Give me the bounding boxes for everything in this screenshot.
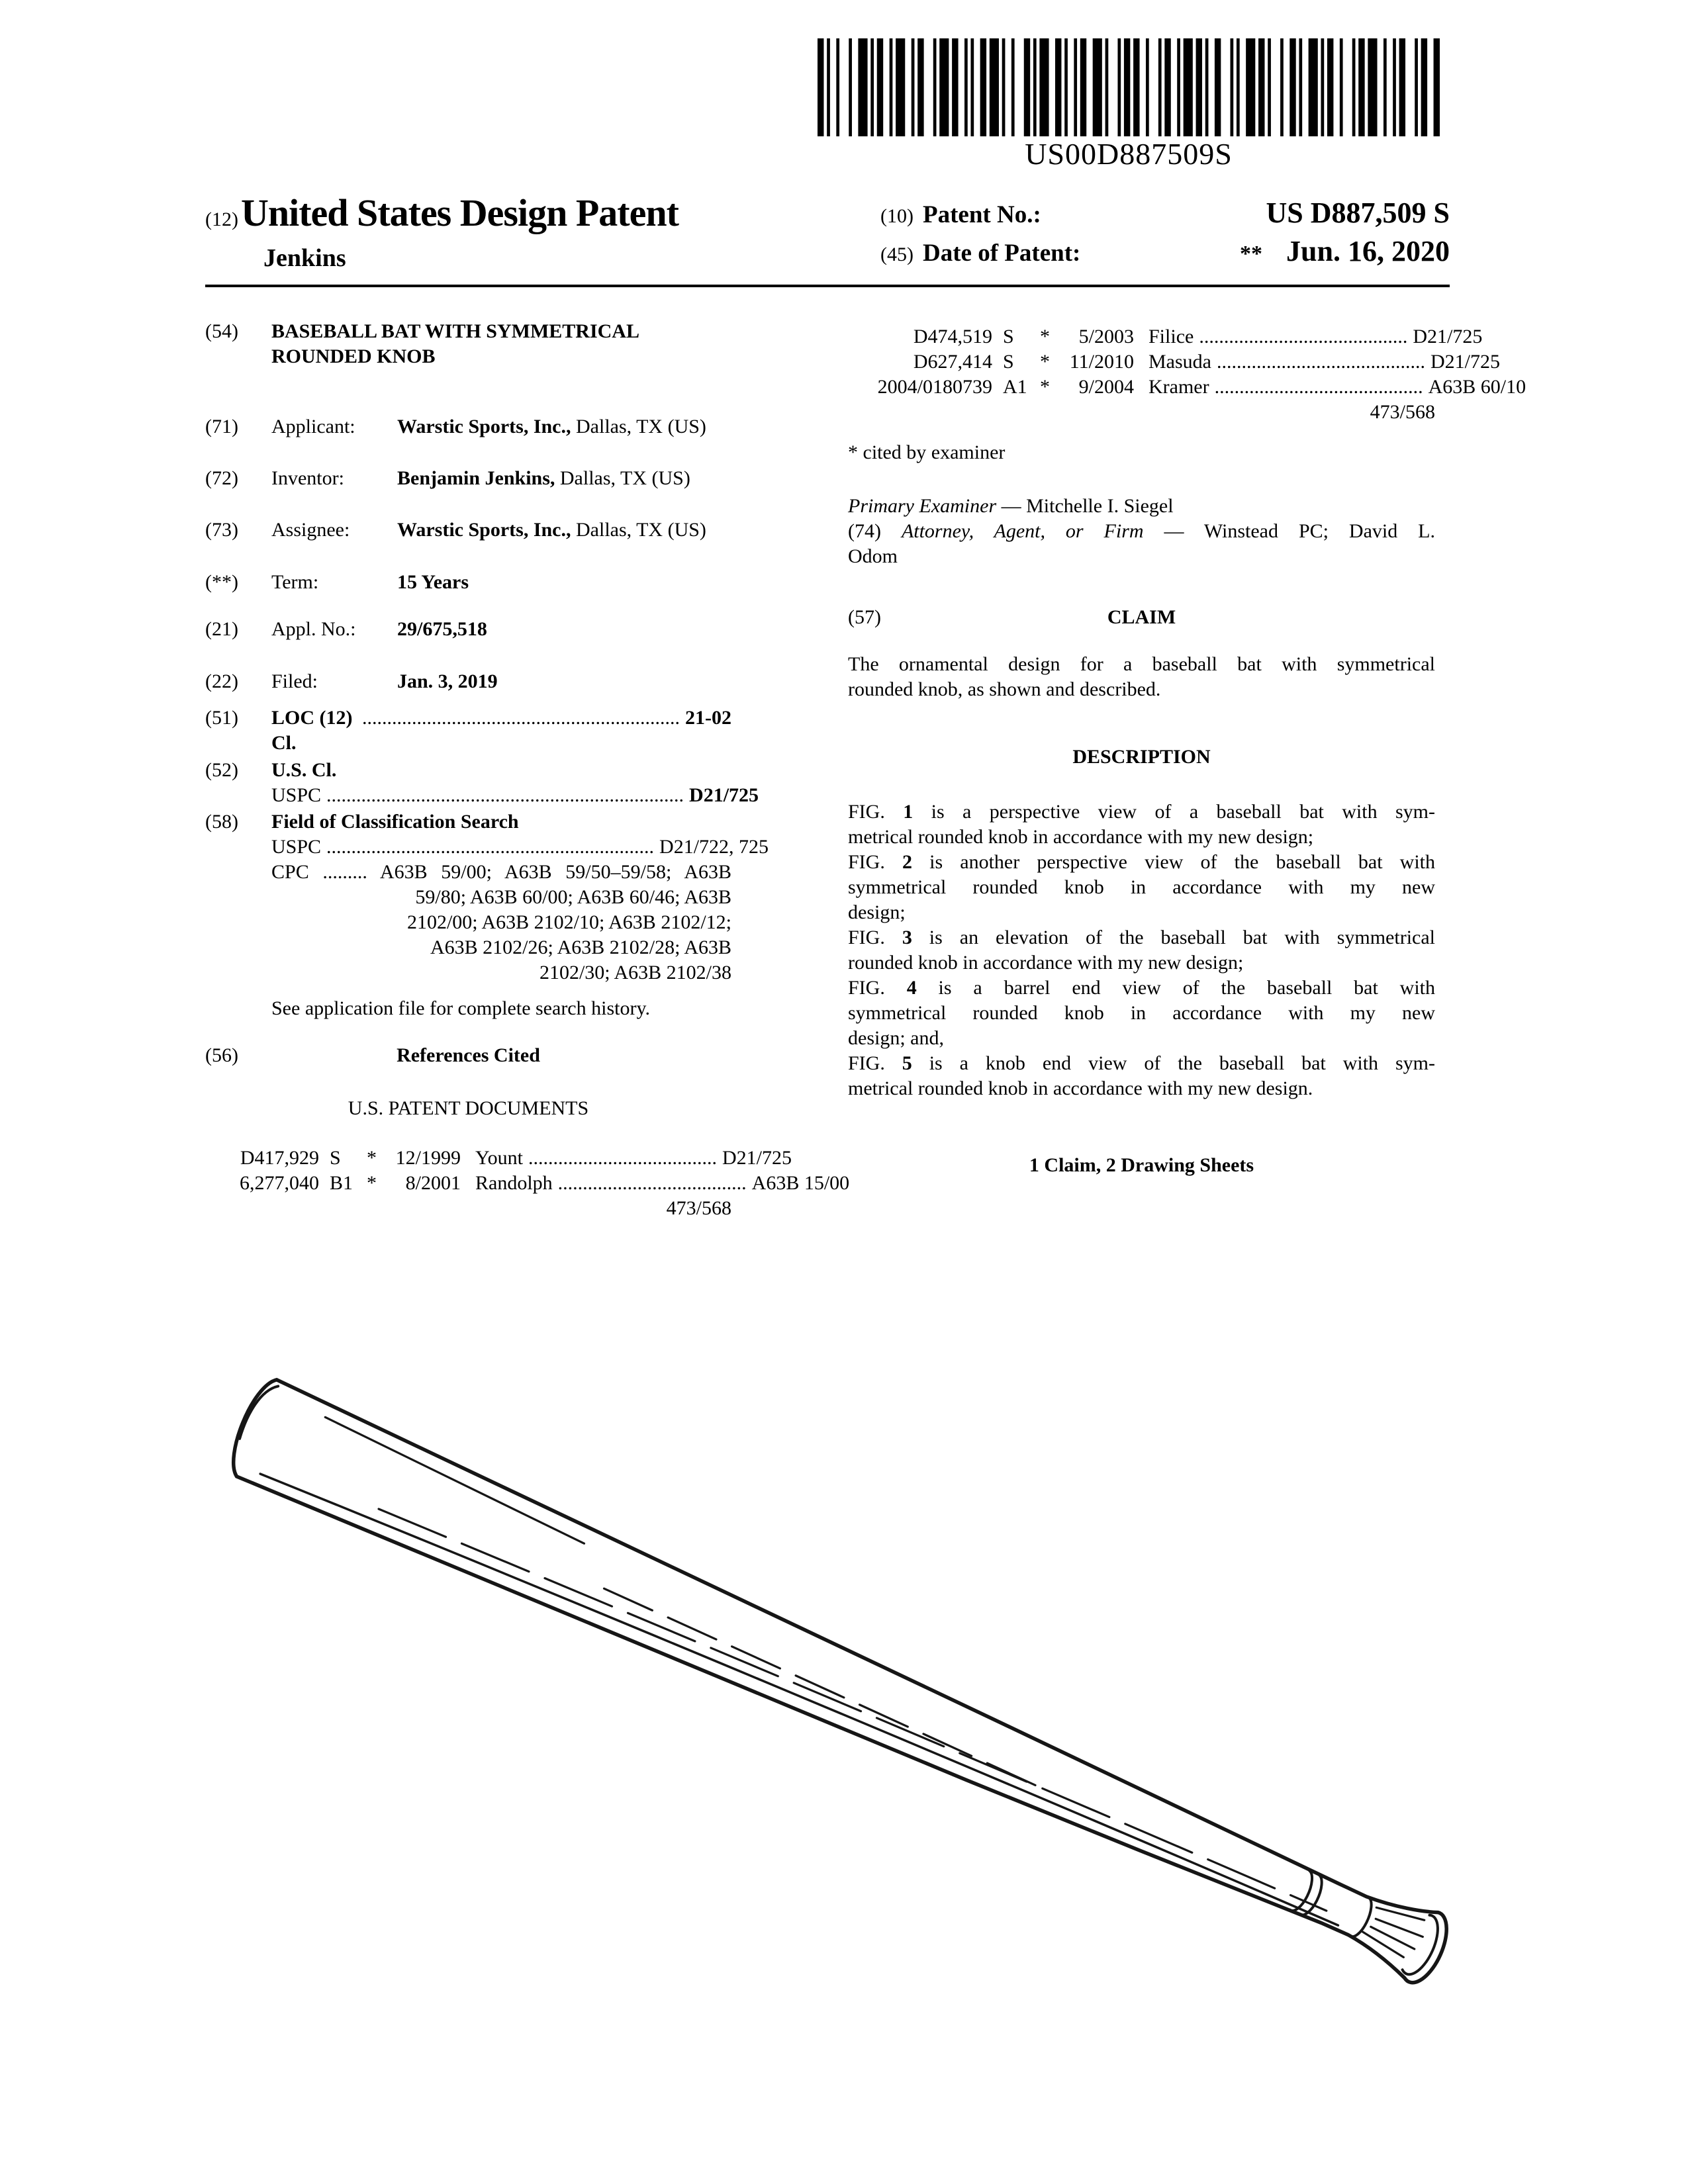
primary-examiner-line (848, 494, 1435, 519)
patent-no-value: US D887,509 S (1266, 197, 1450, 229)
applicant-name: Warstic Sports, Inc., (397, 416, 571, 437)
date-of-patent-row (880, 234, 1450, 273)
description-line: rounded knob in accordance with my new design; (848, 952, 1244, 974)
primary-examiner-name: — Mitchelle I. Siegel (996, 495, 1174, 517)
barcode-number: US00D887509S (1025, 137, 1233, 171)
ref-number: D417,929 (240, 1147, 319, 1169)
ref-star: * (1040, 351, 1050, 373)
inventor-location: Dallas, TX (US) (555, 467, 690, 489)
right-column (848, 324, 1526, 1178)
ref-number: 2004/0180739 (877, 376, 992, 398)
field-number: (58) (205, 811, 238, 833)
field-number: (71) (205, 416, 238, 437)
description-body (848, 799, 1435, 1101)
ref-name: Masuda (1149, 351, 1211, 373)
leader-dots: ........................................................................ (326, 784, 684, 806)
left-column (205, 319, 850, 1221)
leader-dots: .......................................... (1199, 326, 1408, 347)
field-number-45: (45) (880, 244, 914, 265)
claim-text-line: The ornamental design for a baseball bat with symmetrical (848, 653, 1435, 675)
term-value: 15 Years (397, 571, 469, 593)
description-line: FIG. 3 is an elevation of the baseball bat with symmetrical (848, 927, 1435, 948)
description-line: FIG. 5 is a knob end view of the baseball bat with sym- (848, 1052, 1435, 1074)
assignee-label: Assignee: (271, 519, 350, 541)
assignee-location: Dallas, TX (US) (571, 519, 706, 541)
leader-dots: .................................................................. (326, 836, 655, 858)
reference-row (205, 1171, 850, 1196)
description-line: FIG. 2 is another perspective view of the baseball bat with (848, 851, 1436, 873)
ref-name: Randolph (475, 1172, 553, 1194)
loc-cl-value: 21-02 (685, 707, 731, 729)
references-cited-title: References Cited (397, 1044, 540, 1066)
ref-class-overflow: 473/568 (1370, 401, 1435, 423)
field-number: (22) (205, 670, 238, 692)
ref-date: 11/2010 (1069, 351, 1134, 373)
field-number: (54) (205, 320, 238, 342)
uspc-label: USPC (271, 836, 322, 858)
references-cited-heading (205, 1043, 731, 1068)
search-history-note: See application file for complete search history. (271, 997, 651, 1019)
leader-dots: .......................................... (1216, 351, 1425, 373)
primary-examiner-label: Primary Examiner (848, 495, 997, 517)
field-number: (**) (205, 571, 238, 593)
inventor-name: Benjamin Jenkins, (397, 467, 555, 489)
description-title: DESCRIPTION (1072, 746, 1211, 768)
bat-drawing-figure (212, 1343, 1483, 1999)
applicant-label: Applicant: (271, 416, 355, 437)
reference-row (848, 324, 1483, 349)
ref-class: D21/725 (722, 1147, 792, 1169)
ref-name: Kramer (1149, 376, 1209, 398)
loc-cl-label: LOC (12) Cl. (271, 707, 353, 754)
description-line: metrical rounded knob in accordance with my new design. (848, 1077, 1313, 1099)
reference-row (205, 1146, 792, 1171)
uspc-value: D21/725 (689, 784, 759, 806)
leader-dots: ...................................... (557, 1172, 747, 1194)
ref-star: * (1040, 326, 1050, 347)
claim-heading (848, 605, 1435, 630)
uspc-search-value: D21/722, 725 (659, 836, 769, 858)
ref-star: * (367, 1147, 377, 1169)
ref-class-overflow: 473/568 (666, 1197, 731, 1219)
filed-label: Filed: (271, 670, 318, 692)
ref-class: A63B 60/10 (1428, 376, 1526, 398)
ref-star: * (367, 1172, 377, 1194)
attorney-line (848, 519, 1435, 544)
cpc-line: 2102/30; A63B 2102/38 (539, 962, 731, 983)
page-title: United States Design Patent (240, 191, 679, 234)
uspc-label: USPC (271, 784, 322, 806)
field-number: (72) (205, 467, 238, 489)
term-extension-stars: ** (1240, 242, 1263, 266)
ref-class: A63B 15/00 (751, 1172, 850, 1194)
header-divider (205, 285, 1450, 287)
description-line: design; (848, 901, 906, 923)
ref-star: * (1040, 376, 1050, 398)
leader-dots: .......................................... (1214, 376, 1423, 398)
field-73-assignee (205, 518, 731, 543)
field-number-12: (12) (205, 208, 238, 230)
description-line: symmetrical rounded knob in accordance with my new (848, 876, 1435, 898)
field-58-search (205, 809, 769, 1021)
attorney-firm: — Winstead PC; David L. (1143, 520, 1436, 542)
ref-date: 8/2001 (405, 1172, 461, 1194)
invention-title-line1: BASEBALL BAT WITH SYMMETRICAL (271, 320, 639, 342)
ref-class: D21/725 (1430, 351, 1500, 373)
ref-date: 9/2004 (1078, 376, 1134, 398)
ref-name: Filice (1149, 326, 1194, 347)
inventor-surname: Jenkins (263, 244, 346, 272)
ref-kind: A1 (1003, 376, 1027, 398)
patent-kind-title (205, 191, 679, 235)
ref-number: D627,414 (913, 351, 992, 373)
description-line: FIG. 4 is a barrel end view of the baseball bat with (848, 977, 1436, 999)
field-22-filed (205, 669, 731, 694)
field-number: (74) (848, 520, 881, 542)
cpc-line: A63B 2102/26; A63B 2102/28; A63B (430, 936, 731, 958)
field-51-loc-cl (205, 705, 731, 756)
attorney-line2: Odom (848, 545, 898, 567)
field-of-search-label: Field of Classification Search (271, 811, 519, 833)
field-52-us-cl (205, 758, 759, 808)
field-number: (73) (205, 519, 238, 541)
cpc-line: CPC ......... A63B 59/00; A63B 59/50–59/58; A63B (271, 861, 731, 883)
patent-no-label: Patent No.: (922, 201, 1041, 228)
cpc-line: 59/80; A63B 60/00; A63B 60/46; A63B (415, 886, 731, 908)
description-line: metrical rounded knob in accordance with my new design; (848, 826, 1314, 848)
leader-dots: ................................................................ (362, 707, 680, 729)
leader-dots: ...................................... (528, 1147, 717, 1169)
appl-no-label: Appl. No.: (271, 618, 356, 640)
ref-kind: S (330, 1147, 341, 1169)
field-number-10: (10) (880, 205, 914, 227)
term-label: Term: (271, 571, 319, 593)
description-line: symmetrical rounded knob in accordance with my new (848, 1002, 1435, 1024)
invention-title-line2: ROUNDED KNOB (271, 345, 436, 367)
assignee-name: Warstic Sports, Inc., (397, 519, 571, 541)
header-right (880, 196, 1450, 273)
date-of-patent-label: Date of Patent: (922, 240, 1081, 267)
inventor-label: Inventor: (271, 467, 344, 489)
ref-date: 12/1999 (395, 1147, 461, 1169)
field-number: (52) (205, 759, 238, 781)
attorney-label: Attorney, Agent, or Firm (901, 520, 1144, 542)
field-54-title (205, 319, 731, 369)
ref-date: 5/2003 (1078, 326, 1134, 347)
filed-value: Jan. 3, 2019 (397, 670, 498, 692)
us-patent-documents-heading: U.S. PATENT DOCUMENTS (348, 1097, 589, 1119)
description-line: FIG. 1 is a perspective view of a baseball bat with sym- (848, 801, 1435, 823)
claim-title: CLAIM (1107, 606, 1176, 628)
claim-text-line: rounded knob, as shown and described. (848, 678, 1161, 700)
field-71-applicant (205, 414, 731, 439)
field-72-inventor (205, 466, 731, 491)
us-cl-label: U.S. Cl. (271, 759, 337, 781)
patent-no-row (880, 196, 1450, 234)
cited-by-examiner-note: * cited by examiner (848, 441, 1006, 463)
claims-sheets-footer: 1 Claim, 2 Drawing Sheets (1029, 1154, 1254, 1176)
baseball-bat-drawing (212, 1343, 1483, 1999)
ref-number: 6,277,040 (240, 1172, 319, 1194)
field-number: (51) (205, 707, 238, 729)
description-heading (848, 745, 1435, 770)
field-number: (57) (848, 606, 881, 628)
ref-class: D21/725 (1413, 326, 1483, 347)
ref-number: D474,519 (913, 326, 992, 347)
appl-no-value: 29/675,518 (397, 618, 487, 640)
ref-kind: S (1003, 326, 1014, 347)
reference-row (848, 349, 1500, 375)
ref-name: Yount (475, 1147, 523, 1169)
ref-kind: B1 (330, 1172, 353, 1194)
reference-row (848, 375, 1526, 400)
field-number: (56) (205, 1044, 238, 1066)
field-21-appl-no (205, 617, 731, 642)
ref-kind: S (1003, 351, 1014, 373)
barcode (818, 38, 1440, 136)
date-of-patent-value: Jun. 16, 2020 (1286, 235, 1450, 267)
applicant-location: Dallas, TX (US) (571, 416, 706, 437)
cpc-line: 2102/00; A63B 2102/10; A63B 2102/12; (406, 911, 731, 933)
description-line: design; and, (848, 1027, 944, 1049)
field-number: (21) (205, 618, 238, 640)
field-term (205, 570, 731, 595)
